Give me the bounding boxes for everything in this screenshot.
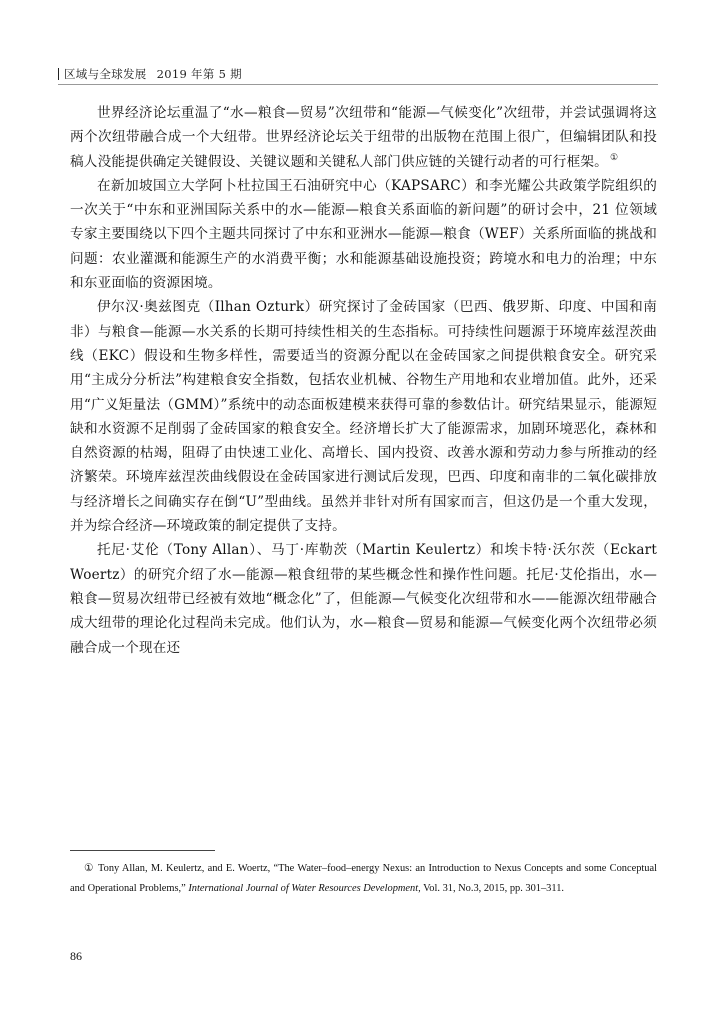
footnote-mark: ①: [84, 863, 94, 874]
body-text: [70, 101, 657, 660]
journal-name: 区域与全球发展: [64, 67, 147, 81]
issue-label: 2019 年第 5 期: [156, 67, 242, 81]
paragraph-2: 在新加坡国立大学阿卜杜拉国王石油研究中心（KAPSARC）和李光耀公共政策学院组织的一次关于“中东和亚洲国际关系中的水—能源—粮食关系面临的新问题”的研讨会中，21 位领域专家主要围绕以下四个主题共同探讨了中东和亚洲水—能源—粮食（WEF）关系所面临的挑战和问题：农业灌溉和能源生产的水消费平衡；水和能源基础设施投资；跨境水和电力的治理；中东和东亚面临的资源困境。: [70, 177, 657, 292]
page-number: 86: [70, 949, 82, 963]
header-rule: [58, 84, 658, 85]
footnote: [70, 859, 657, 898]
paragraph-1-text: 世界经济论坛重温了“水—粮食—贸易”次纽带和“能源—气候变化”次纽带，并尝试强调将这两个次纽带融合成一个大纽带。世界经济论坛关于纽带的出版物在范围上很广，但编辑团队和投稿人没能提供确定关键假设、关键议题和关键私人部门供应链的关键行动者的可行框架。: [70, 105, 657, 170]
paragraph-3: 伊尔汉·奥兹图克（Ilhan Ozturk）研究探讨了金砖国家（巴西、俄罗斯、印度、中国和南非）与粮食—能源—水关系的长期可持续性相关的生态指标。可持续性问题源于环境库兹涅茨曲线（EKC）假设和生物多样性，需要适当的资源分配以在金砖国家之间提供粮食安全。研究采用“主成分分析法”构建粮食安全指数，包括农业机械、谷物生产用地和农业增加值。此外，还采用“广义矩量法（GMM）”系统中的动态面板建模来获得可靠的参数估计。研究结果显示，能源短缺和水资源不足削弱了金砖国家的粮食安全。经济增长扩大了能源需求，加剧环境恶化，森林和自然资源的枯竭，阻碍了由快速工业化、高增长、国内投资、改善水源和劳动力参与所推动的经济繁荣。环境库兹涅茨曲线假设在金砖国家进行测试后发现，巴西、印度和南非的二氧化碳排放与经济增长之间确实存在倒“U”型曲线。虽然并非针对所有国家而言，但这仍是一个重大发现，并为综合经济—环境政策的制定提供了支持。: [70, 299, 657, 535]
footnote-text-before: Tony Allan, M. Keulertz, and E. Woertz, “The Water–food–energy Nexus: an Introduction to Nexus Concepts and some Conceptual and Operational Problems,”: [70, 863, 657, 894]
footnote-journal: International Journal of Water Resources Development,: [188, 882, 421, 894]
paragraph-1: [70, 101, 657, 174]
footnote-rule: [70, 850, 215, 851]
running-header: [58, 66, 242, 82]
footnote-reference[interactable]: ①: [609, 153, 619, 164]
paragraph-4: 托尼·艾伦（Tony Allan）、马丁·库勒茨（Martin Keulertz）和埃卡特·沃尔茨（Eckart Woertz）的研究介绍了水—能源—粮食纽带的某些概念性和操作性问题。托尼·艾伦指出，水—粮食—贸易次纽带已经被有效地“概念化”了，但能源—气候变化次纽带和水——能源次纽带融合成大纽带的理论化过程尚未完成。他们认为，水—粮食—贸易和能源—气候变化两个次纽带必须融合成一个现在还: [70, 542, 657, 656]
header-bar: [58, 68, 59, 80]
footnote-text-after: Vol. 31, No.3, 2015, pp. 301–311.: [420, 882, 564, 894]
